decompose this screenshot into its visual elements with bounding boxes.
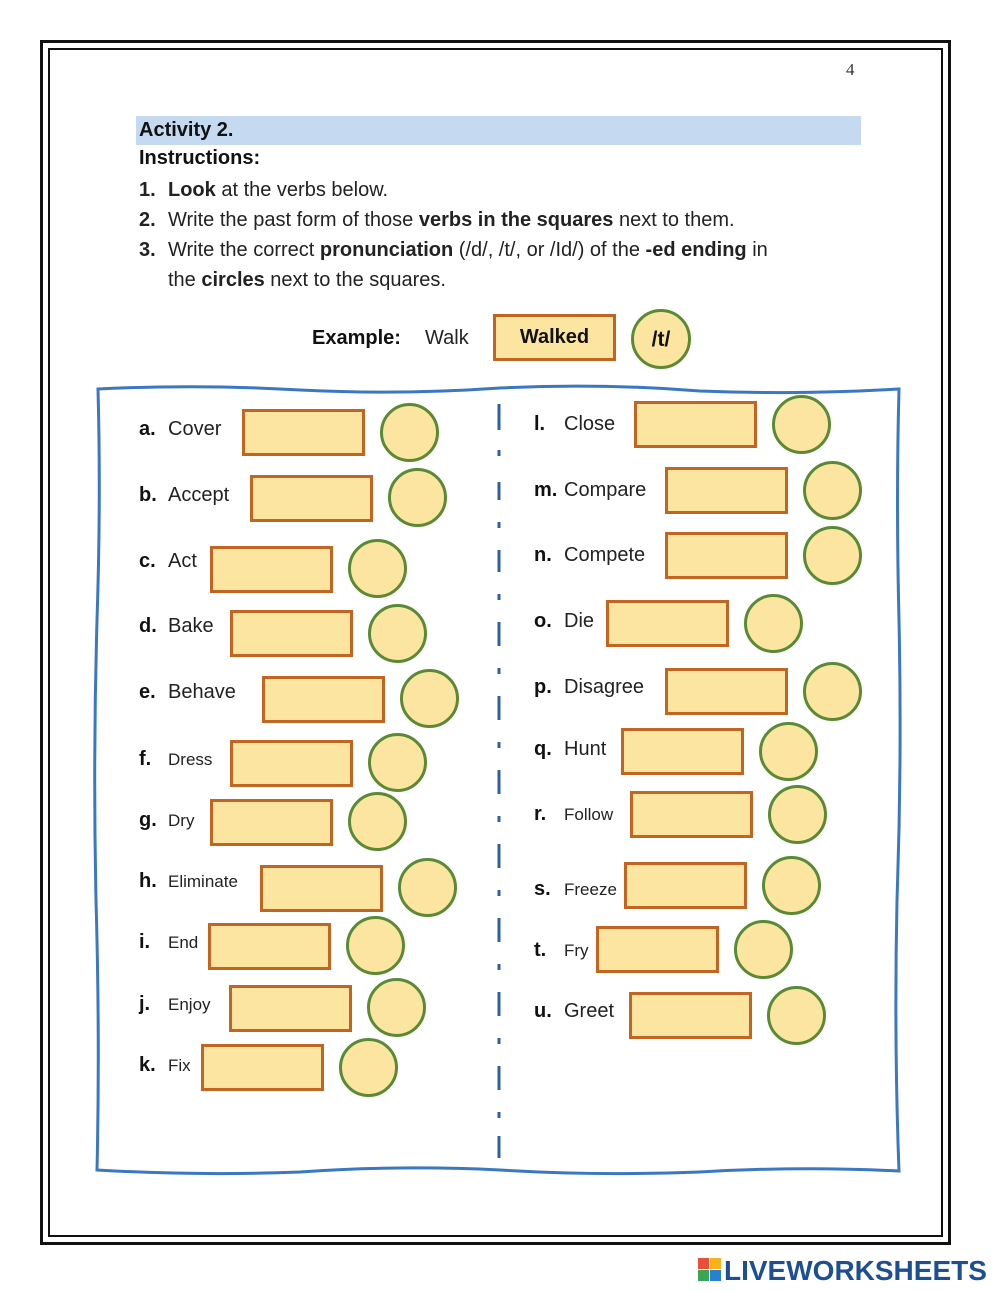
- verb-act: Act: [168, 550, 197, 572]
- pronunciation-input-greet[interactable]: [767, 986, 826, 1045]
- item-letter: n.: [534, 544, 552, 566]
- verb-freeze: Freeze: [564, 880, 617, 899]
- pronunciation-input-hunt[interactable]: [759, 722, 818, 781]
- verb-greet: Greet: [564, 1000, 615, 1022]
- item-letter: p.: [534, 676, 552, 698]
- instruction-number: 3.: [139, 239, 156, 261]
- past-form-input-behave[interactable]: [262, 676, 385, 723]
- verb-end: End: [168, 933, 199, 952]
- verb-compare: Compare: [564, 479, 647, 501]
- past-form-input-fry[interactable]: [596, 926, 719, 973]
- verb-disagree: Disagree: [564, 676, 645, 698]
- item-letter: o.: [534, 610, 552, 632]
- past-form-input-eliminate[interactable]: [260, 865, 383, 912]
- item-letter: r.: [534, 803, 547, 825]
- pronunciation-input-fry[interactable]: [734, 920, 793, 979]
- item-letter: l.: [534, 413, 546, 435]
- example-sound-circle: /t/: [631, 309, 691, 369]
- pronunciation-input-dress[interactable]: [368, 733, 427, 792]
- pronunciation-input-compete[interactable]: [803, 526, 862, 585]
- past-form-input-compare[interactable]: [665, 467, 788, 514]
- item-letter: h.: [139, 870, 157, 892]
- verb-behave: Behave: [168, 681, 236, 703]
- item-letter: g.: [139, 809, 157, 831]
- past-form-input-die[interactable]: [606, 600, 729, 647]
- instruction-text: Write the correct pronunciation (/d/, /t/, or /Id/) of the -ed ending in: [168, 239, 768, 261]
- item-letter: m.: [534, 479, 558, 501]
- item-letter: s.: [534, 878, 551, 900]
- pronunciation-input-fix[interactable]: [339, 1038, 398, 1097]
- past-form-input-accept[interactable]: [250, 475, 373, 522]
- verb-accept: Accept: [168, 484, 230, 506]
- example-past-box: Walked: [493, 314, 616, 361]
- liveworksheets-logo-icon: [698, 1258, 722, 1282]
- past-form-input-freeze[interactable]: [624, 862, 747, 909]
- instruction-text: the circles next to the squares.: [168, 269, 446, 291]
- pronunciation-input-die[interactable]: [744, 594, 803, 653]
- pronunciation-input-enjoy[interactable]: [367, 978, 426, 1037]
- past-form-input-close[interactable]: [634, 401, 757, 448]
- verb-fix: Fix: [168, 1056, 191, 1075]
- past-form-input-dress[interactable]: [230, 740, 353, 787]
- pronunciation-input-compare[interactable]: [803, 461, 862, 520]
- pronunciation-input-act[interactable]: [348, 539, 407, 598]
- pronunciation-input-end[interactable]: [346, 916, 405, 975]
- pronunciation-input-eliminate[interactable]: [398, 858, 457, 917]
- item-letter: d.: [139, 615, 157, 637]
- verb-die: Die: [564, 610, 595, 632]
- pronunciation-input-disagree[interactable]: [803, 662, 862, 721]
- instruction-number: 2.: [139, 209, 156, 231]
- verb-follow: Follow: [564, 805, 614, 824]
- item-letter: a.: [139, 418, 156, 440]
- verb-bake: Bake: [168, 615, 214, 637]
- past-form-input-compete[interactable]: [665, 532, 788, 579]
- pronunciation-input-bake[interactable]: [368, 604, 427, 663]
- past-form-input-enjoy[interactable]: [229, 985, 352, 1032]
- item-letter: c.: [139, 550, 156, 572]
- instructions-heading: Instructions:: [139, 147, 261, 169]
- item-letter: t.: [534, 939, 547, 961]
- pronunciation-input-behave[interactable]: [400, 669, 459, 728]
- verb-dress: Dress: [168, 750, 213, 769]
- verb-hunt: Hunt: [564, 738, 607, 760]
- verb-dry: Dry: [168, 811, 195, 830]
- past-form-input-dry[interactable]: [210, 799, 333, 846]
- pronunciation-input-freeze[interactable]: [762, 856, 821, 915]
- activity-title: Activity 2.: [139, 119, 234, 141]
- past-form-input-cover[interactable]: [242, 409, 365, 456]
- item-letter: b.: [139, 484, 157, 506]
- pronunciation-input-cover[interactable]: [380, 403, 439, 462]
- verb-enjoy: Enjoy: [168, 995, 211, 1014]
- past-form-input-disagree[interactable]: [665, 668, 788, 715]
- item-letter: u.: [534, 1000, 552, 1022]
- item-letter: q.: [534, 738, 552, 760]
- liveworksheets-brand-text: LIVEWORKSHEETS: [724, 1255, 987, 1286]
- past-form-input-fix[interactable]: [201, 1044, 324, 1091]
- verb-compete: Compete: [564, 544, 646, 566]
- past-form-input-end[interactable]: [208, 923, 331, 970]
- item-letter: k.: [139, 1054, 156, 1076]
- item-letter: f.: [139, 748, 152, 770]
- page-number: 4: [846, 60, 855, 79]
- past-form-input-bake[interactable]: [230, 610, 353, 657]
- verb-cover: Cover: [168, 418, 222, 440]
- past-form-input-greet[interactable]: [629, 992, 752, 1039]
- example-word: Walk: [425, 327, 469, 349]
- past-form-input-hunt[interactable]: [621, 728, 744, 775]
- instruction-number: 1.: [139, 179, 156, 201]
- instruction-text: Look at the verbs below.: [168, 179, 389, 201]
- past-form-input-act[interactable]: [210, 546, 333, 593]
- pronunciation-input-accept[interactable]: [388, 468, 447, 527]
- item-letter: e.: [139, 681, 156, 703]
- verb-fry: Fry: [564, 941, 589, 960]
- item-letter: j.: [139, 993, 151, 1015]
- example-label: Example:: [312, 327, 401, 349]
- instruction-text: Write the past form of those verbs in the squares next to them.: [168, 209, 735, 231]
- pronunciation-input-follow[interactable]: [768, 785, 827, 844]
- pronunciation-input-close[interactable]: [772, 395, 831, 454]
- verb-eliminate: Eliminate: [168, 872, 238, 891]
- item-letter: i.: [139, 931, 151, 953]
- past-form-input-follow[interactable]: [630, 791, 753, 838]
- pronunciation-input-dry[interactable]: [348, 792, 407, 851]
- verb-close: Close: [564, 413, 616, 435]
